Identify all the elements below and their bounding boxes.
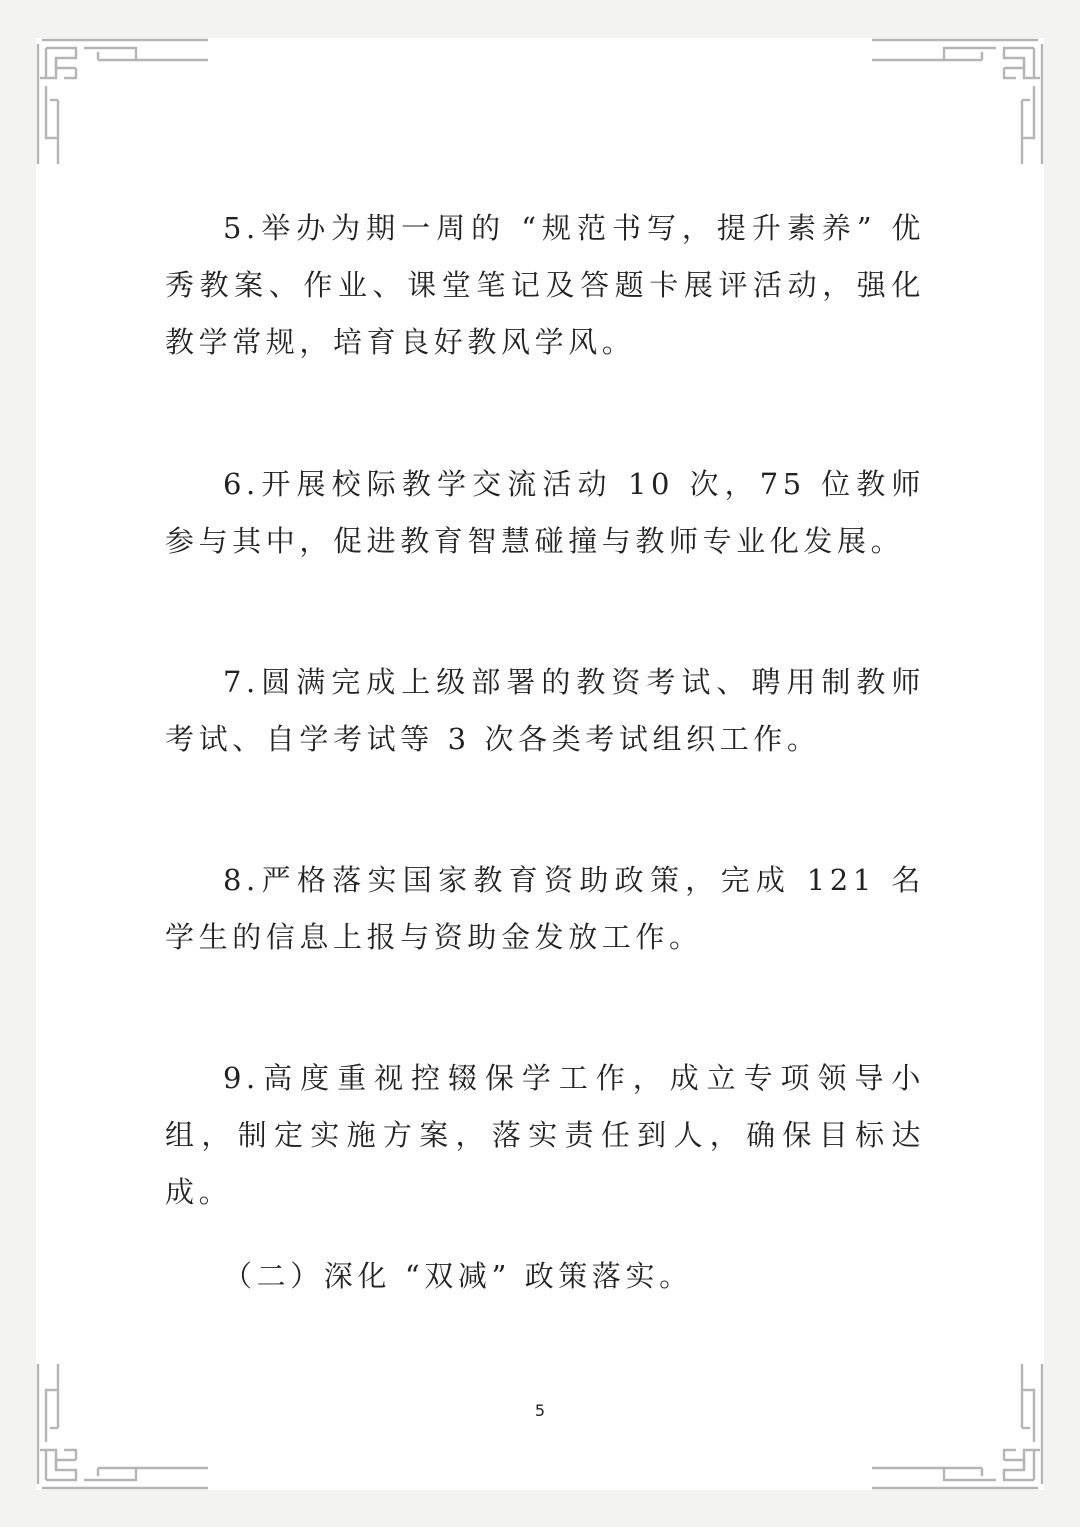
page-number: 5	[534, 1401, 546, 1420]
paragraph-item-6: 6.开展校际教学交流活动 10 次，75 位教师参与其中，促进教育智慧碰撞与教师专业化发展。	[165, 467, 925, 558]
paragraph-item-8: 8.严格落实国家教育资助政策，完成 121 名学生的信息上报与资助金发放工作。	[165, 863, 925, 954]
paragraph-item-7: 7.圆满完成上级部署的教资考试、聘用制教师考试、自学考试等 3 次各类考试组织工作。	[165, 665, 925, 756]
paragraph-item-9: 9.高度重视控辍保学工作，成立专项领导小组，制定实施方案，落实责任到人，确保目标达成。	[165, 1061, 925, 1209]
corner-ornament-top-right	[864, 38, 1044, 168]
corner-ornament-bottom-right	[864, 1360, 1044, 1490]
paragraph-item-5: 5.举办为期一周的 “规范书写，提升素养” 优秀教案、作业、课堂笔记及答题卡展评活动，强化教学常规，培育良好教风学风。	[165, 211, 925, 359]
section-heading: （二）深化 “双减” 政策落实。	[223, 1259, 693, 1293]
corner-ornament-top-left	[36, 38, 216, 168]
corner-ornament-bottom-left	[36, 1360, 216, 1490]
